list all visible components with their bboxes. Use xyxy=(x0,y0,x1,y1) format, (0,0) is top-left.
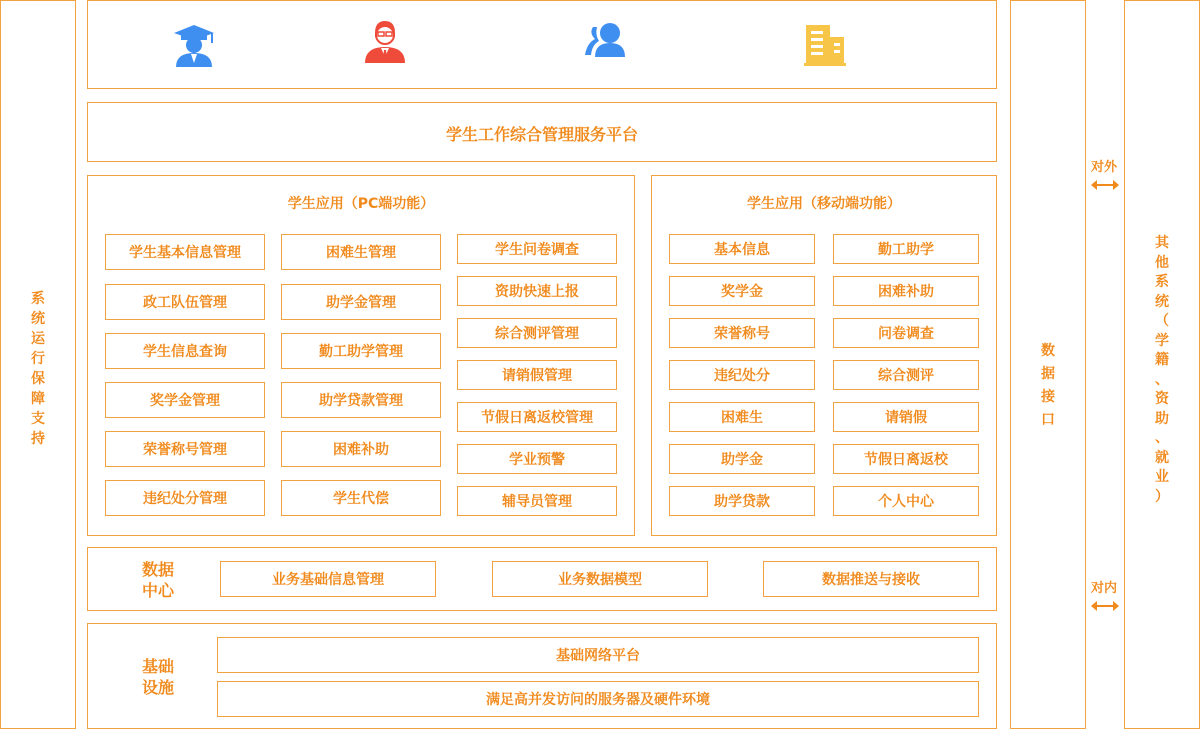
pc-function-item: 学生代偿 xyxy=(281,480,441,516)
data-interface-panel xyxy=(1010,0,1086,729)
pc-function-item: 学生基本信息管理 xyxy=(105,234,265,270)
teacher-icon xyxy=(363,19,407,63)
external-systems-char: 籍 xyxy=(1155,352,1169,368)
mobile-function-item: 问卷调查 xyxy=(833,318,979,348)
mobile-function-item: 基本信息 xyxy=(669,234,815,264)
pc-apps-title: 学生应用（PC端功能） xyxy=(287,196,435,212)
external-systems-char: 学 xyxy=(1155,332,1169,349)
system-support-char: 保 xyxy=(31,371,45,387)
pc-function-item: 学生信息查询 xyxy=(105,333,265,369)
pc-function-item: 助学金管理 xyxy=(281,284,441,320)
pc-function-item: 助学贷款管理 xyxy=(281,382,441,418)
external-systems-char: 他 xyxy=(1155,254,1169,271)
pc-function-item: 学生问卷调查 xyxy=(457,234,617,264)
system-support-char: 支 xyxy=(31,411,45,427)
pc-function-item: 节假日离返校管理 xyxy=(457,402,617,432)
external-systems-char: 系 xyxy=(1155,274,1169,290)
external-systems-char: 资 xyxy=(1155,391,1169,407)
pc-function-item: 政工队伍管理 xyxy=(105,284,265,320)
external-systems-char: （ xyxy=(1155,313,1169,329)
pc-function-item: 困难生管理 xyxy=(281,234,441,270)
pc-function-item: 勤工助学管理 xyxy=(281,333,441,369)
external-systems-char: 就 xyxy=(1155,449,1169,466)
external-systems-char: 、 xyxy=(1155,371,1169,388)
users-group-icon xyxy=(585,21,629,59)
system-support-char: 行 xyxy=(31,351,45,367)
data-center-item: 业务基础信息管理 xyxy=(220,561,436,597)
inward-label: 对内 xyxy=(1091,581,1118,596)
external-systems-label xyxy=(1125,234,1199,507)
mobile-apps-title: 学生应用（移动端功能） xyxy=(747,196,901,212)
data-center-item: 数据推送与接收 xyxy=(763,561,979,597)
mobile-function-item: 节假日离返校 xyxy=(833,444,979,474)
platform-panel xyxy=(87,102,997,162)
data-interface-char: 口 xyxy=(1041,412,1055,428)
external-systems-char: ） xyxy=(1155,488,1169,505)
external-systems-char: 、 xyxy=(1155,430,1169,446)
infrastructure-item: 基础网络平台 xyxy=(217,637,979,673)
pc-function-item: 资助快速上报 xyxy=(457,276,617,306)
mobile-function-item: 综合测评 xyxy=(833,360,979,390)
mobile-function-item: 个人中心 xyxy=(833,486,979,516)
inward-arrow-icon xyxy=(1091,600,1119,612)
infrastructure-item: 满足高并发访问的服务器及硬件环境 xyxy=(217,681,979,717)
graduate-student-icon xyxy=(172,23,216,67)
system-support-char: 障 xyxy=(31,391,45,407)
system-support-char: 持 xyxy=(31,431,45,447)
role-icons-panel xyxy=(87,0,997,89)
pc-function-item: 综合测评管理 xyxy=(457,318,617,348)
mobile-function-item: 请销假 xyxy=(833,402,979,432)
data-interface-char: 接 xyxy=(1041,389,1055,405)
platform-title: 学生工作综合管理服务平台 xyxy=(445,125,638,144)
pc-function-item: 请销假管理 xyxy=(457,360,617,390)
data-center-item: 业务数据模型 xyxy=(492,561,708,597)
mobile-function-item: 违纪处分 xyxy=(669,360,815,390)
outward-arrow-icon xyxy=(1091,179,1119,191)
system-support-panel xyxy=(0,0,76,729)
external-systems-char: 助 xyxy=(1155,410,1169,427)
mobile-function-item: 困难补助 xyxy=(833,276,979,306)
pc-function-item: 违纪处分管理 xyxy=(105,480,265,516)
external-systems-char: 业 xyxy=(1155,469,1169,485)
pc-function-item: 困难补助 xyxy=(281,431,441,467)
mobile-function-item: 困难生 xyxy=(669,402,815,432)
data-interface-char: 数 xyxy=(1041,343,1055,359)
outward-label: 对外 xyxy=(1091,160,1118,175)
pc-function-item: 辅导员管理 xyxy=(457,486,617,516)
infrastructure-label: 基础 设施 xyxy=(142,657,175,697)
pc-function-item: 学业预警 xyxy=(457,444,617,474)
mobile-function-item: 助学金 xyxy=(669,444,815,474)
system-support-label xyxy=(1,289,75,449)
system-support-char: 统 xyxy=(31,311,45,327)
mobile-function-item: 荣誉称号 xyxy=(669,318,815,348)
mobile-function-item: 奖学金 xyxy=(669,276,815,306)
system-support-char: 系 xyxy=(31,291,45,307)
pc-function-item: 荣誉称号管理 xyxy=(105,431,265,467)
mobile-apps-panel xyxy=(651,175,997,536)
external-systems-char: 统 xyxy=(1155,293,1169,310)
data-center-label: 数据 中心 xyxy=(142,560,175,600)
system-support-char: 运 xyxy=(31,331,45,347)
data-interface-char: 据 xyxy=(1041,366,1055,382)
mobile-function-item: 助学贷款 xyxy=(669,486,815,516)
external-systems-panel xyxy=(1124,0,1200,729)
pc-function-item: 奖学金管理 xyxy=(105,382,265,418)
data-interface-label xyxy=(1011,340,1085,432)
building-icon xyxy=(804,23,848,67)
mobile-function-item: 勤工助学 xyxy=(833,234,979,264)
external-systems-char: 其 xyxy=(1155,235,1169,251)
